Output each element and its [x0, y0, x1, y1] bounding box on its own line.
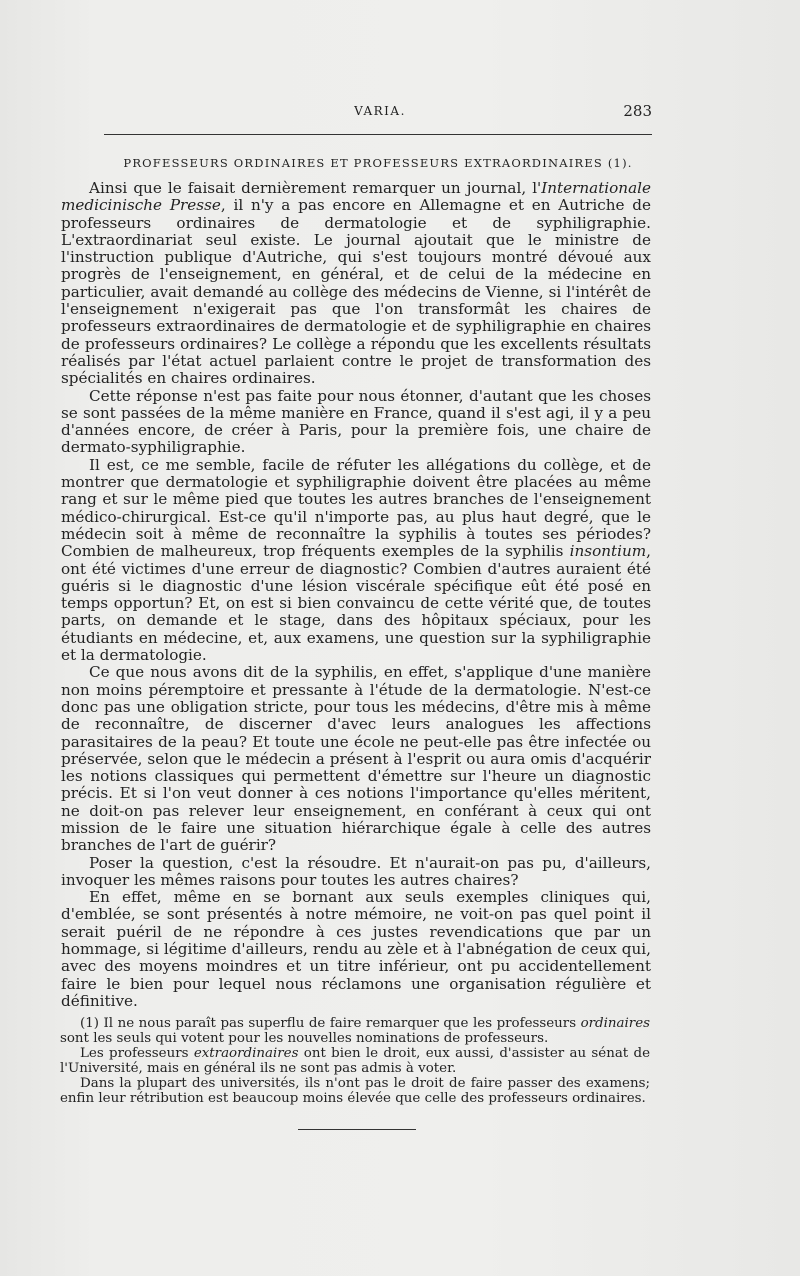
- paragraph-text: Il est, ce me semble, facile de réfuter les allégations du collège, et de montrer que dermatologie et syphiligraphie doivent être placées au même rang et sur le même pied que toutes les autres branches de l'enseignement médico-chirurgical. Est-ce qu'il n'importe pas, au plus haut degré, que le médecin soit à même de reconnaître la syphilis à toutes ses périodes? Combien de malheureux, trop fréquents exemples de la syphilis: [61, 455, 651, 561]
- footnote: [60, 1046, 650, 1076]
- paragraph: [61, 180, 651, 388]
- paragraph-text: Ce que nous avons dit de la syphilis, en effet, s'applique d'une manière non moins péremptoire et pressante à l'étude de la dermatologie. N'est-ce donc pas une obligation stricte, pour tous les médecins, d'être mis à même de reconnaître, de discerner d'avec leurs analogues les affections parasitaires de la peau? Et toute une école ne peut-elle pas être infectée ou préservée, selon que le médecin a présent à l'esprit ou aura omis d'acquérir les notions classiques qui permettent d'émettre sur l'heure un diagnostic précis. Et si l'on veut donner à ces notions l'importance qu'elles méritent, ne doit-on pas relever leur enseignement, en conférant à ceux qui ont mission de le faire une situation hiérarchique égale à celle des autres branches de l'art de guérir?: [61, 663, 651, 855]
- paragraph: [61, 457, 651, 665]
- paragraph: [61, 889, 651, 1010]
- paragraph: [61, 855, 651, 890]
- end-rule: [298, 1129, 416, 1130]
- paragraph: [61, 664, 651, 854]
- paragraph-text: , il n'y a pas encore en Allemagne et en Autriche de professeurs ordinaires de dermatologie et de syphiligraphie. L'extraordinariat seul existe. Le journal ajoutait que le ministre de l'instruction publique d'Autriche, qui s'est toujours montré dévoué aux progrès de l'enseignement, en général, et de celui de la médecine en particulier, avait demandé au collège des médecins de Vienne, si l'intérêt de l'enseignement n'exigerait pas que l'on transformât les chaires de professeurs extraordinaires de dermatologie et de syphiligraphie en chaires de professeurs ordinaires? Le collège a répondu que les excellents résultats réalisés par l'état actuel parlaient contre le projet de transformation des spécialités en chaires ordinaires.: [61, 196, 651, 388]
- header-rule: [104, 134, 652, 135]
- section-title: PROFESSEURS ORDINAIRES ET PROFESSEURS EXTRAORDINAIRES (1).: [123, 156, 633, 170]
- paragraph-text: Ainsi que le faisait dernièrement remarquer un journal, l': [89, 179, 542, 197]
- page-number: 283: [623, 102, 652, 120]
- footnote-text: Dans la plupart des universités, ils n'ont pas le droit de faire passer des examens; enfin leur rétribution est beaucoup moins élevée que celle des professeurs ordinaires.: [60, 1076, 650, 1107]
- footnotes: [60, 1016, 650, 1107]
- footnote: [60, 1076, 650, 1106]
- journal-name: Internationale medicinische Presse: [61, 179, 651, 215]
- page-header: [108, 104, 652, 124]
- footnote-text: Les professeurs: [80, 1046, 194, 1062]
- footnote-text: sont les seuls qui votent pour les nouvelles nominations de professeurs.: [60, 1031, 549, 1047]
- running-head: VARIA.: [354, 104, 406, 118]
- footnote: [60, 1016, 650, 1046]
- footnote-text: ont bien le droit, eux aussi, d'assister au sénat de l'Université, mais en général ils ne sont pas admis à voter.: [60, 1046, 650, 1077]
- paragraph-text: Cette réponse n'est pas faite pour nous étonner, d'autant que les choses se sont passées de la même manière en France, quand il s'est agi, il y a peu d'années encore, de créer à Paris, pour la première fois, une chaire de dermato-syphiligraphie.: [61, 386, 651, 457]
- emphasis: extraordinaires: [193, 1046, 299, 1062]
- paragraph: [61, 388, 651, 457]
- emphasis: ordinaires: [580, 1016, 650, 1031]
- article-body: [61, 180, 651, 1010]
- paragraph-text: En effet, même en se bornant aux seuls exemples cliniques qui, d'emblée, se sont présentés à notre mémoire, ne voit-on pas quel point il serait puéril de ne répondre à ces justes revendications que par un hommage, si légitime d'ailleurs, rendu au zèle et à l'abnégation de ceux qui, avec des moyens moindres et un titre inférieur, ont pu accidentellement faire le bien pour lequel nous réclamons une organisation régulière et définitive.: [61, 888, 651, 1010]
- paragraph-text: , ont été victimes d'une erreur de diagnostic? Combien d'autres auraient été guéris si le diagnostic d'une lésion viscérale spécifique eût été posé en temps opportun? Et, on est si bien convaincu de cette vérité que, de toutes parts, on demande et le stage, dans des hôpitaux spéciaux, pour les étudiants en médecine, et, aux examens, une question sur la syphiligraphie et la dermatologie.: [61, 542, 651, 665]
- footnote-text: (1) Il ne nous paraît pas superflu de faire remarquer que les professeurs: [80, 1016, 581, 1031]
- paragraph-text: Poser la question, c'est la résoudre. Et n'aurait-on pas pu, d'ailleurs, invoquer les mêmes raisons pour toutes les autres chaires?: [61, 853, 651, 889]
- emphasis: insontium: [569, 542, 647, 561]
